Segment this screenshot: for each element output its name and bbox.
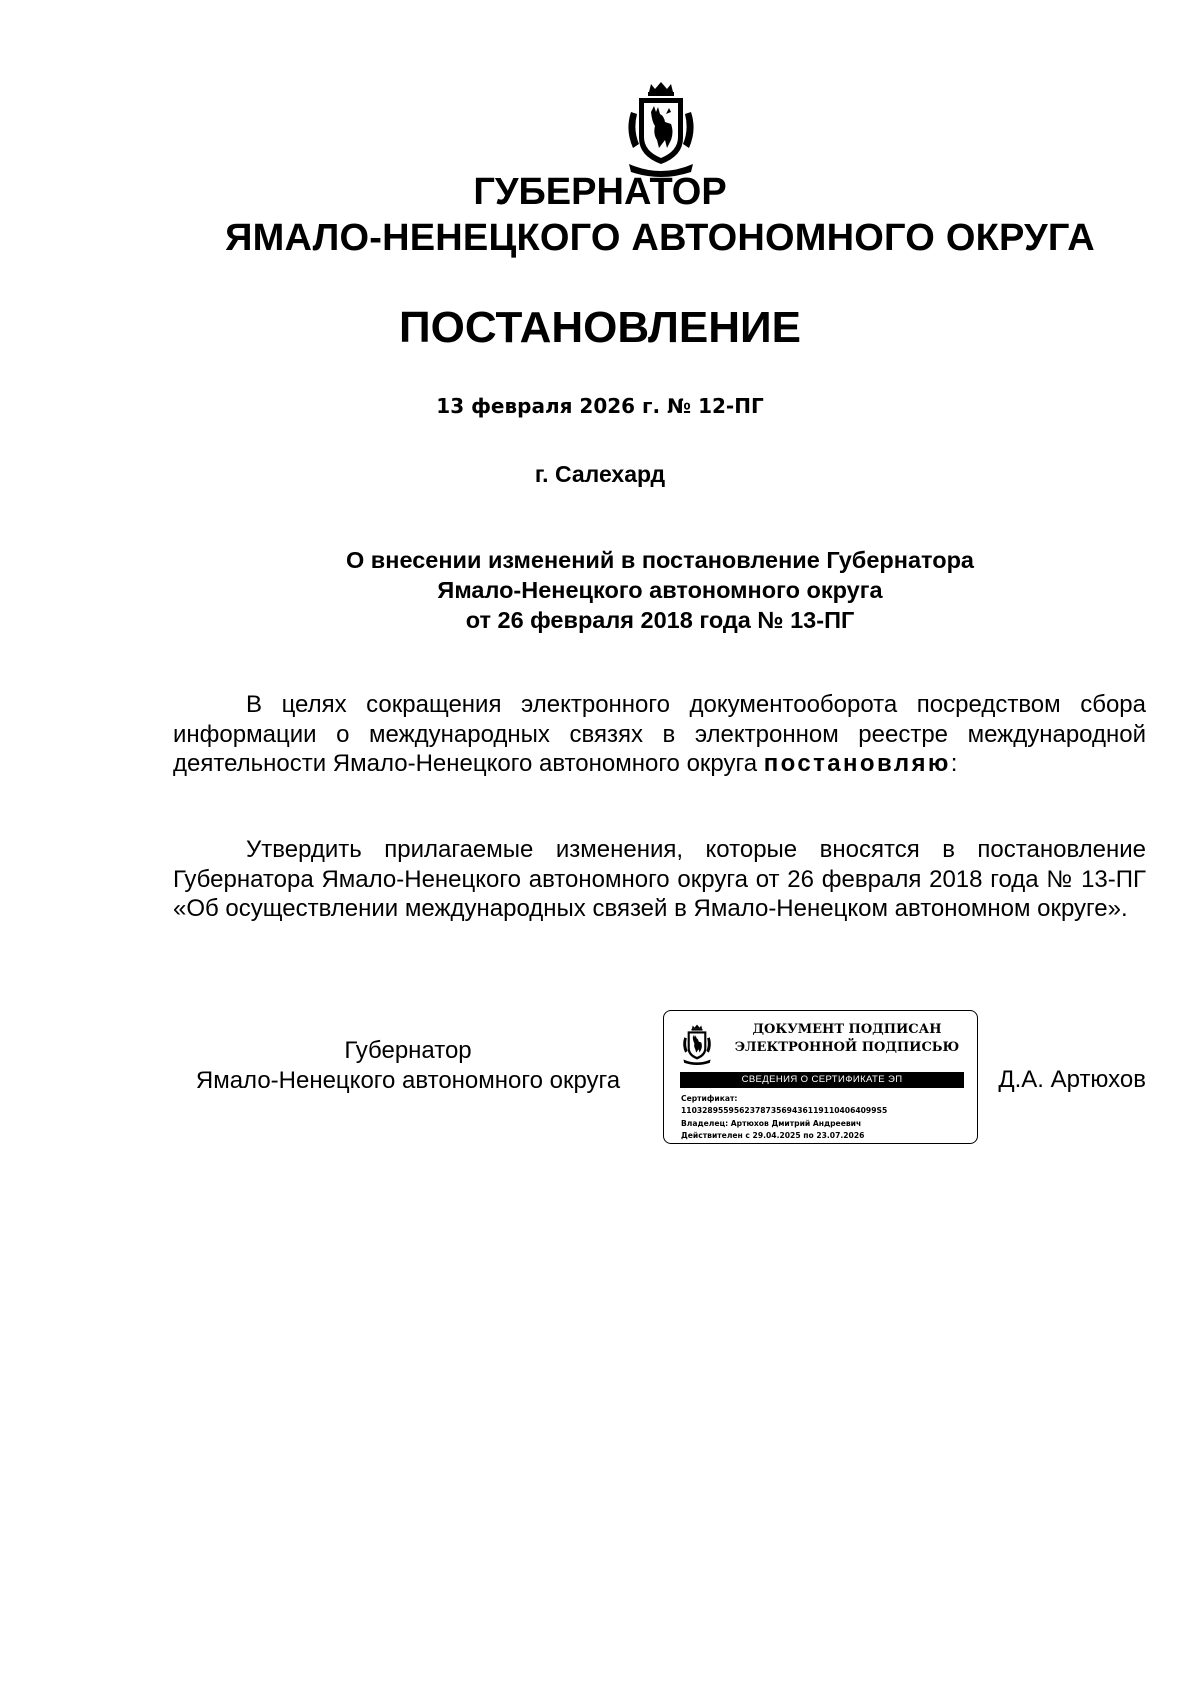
region-title: ЯМАЛО-НЕНЕЦКОГО АВТОНОМНОГО ОКРУГА: [225, 217, 1095, 259]
stamp-heading-line-1: ДОКУМЕНТ ПОДПИСАН: [752, 1022, 942, 1037]
preamble-text: В целях сокращения электронного документооборота посредством сбора информации о международных связях в электронном реестре международной деятельности Ямало-Ненецкого автономного округа: [173, 691, 1146, 777]
certificate-owner: Владелец: Артюхов Дмитрий Андреевич: [681, 1118, 862, 1128]
document-type-heading: ПОСТАНОВЛЕНИЕ: [398, 303, 802, 352]
coat-of-arms-icon: [621, 82, 701, 178]
electronic-signature-stamp: [663, 1010, 978, 1144]
signatory-name: Д.А. Артюхов: [998, 1066, 1146, 1093]
certificate-number: 1103289559562378735694361191104064099S5: [681, 1106, 888, 1116]
certificate-label: Сертификат:: [681, 1094, 738, 1103]
signatory-title: [173, 1036, 643, 1095]
decision-paragraph: Утвердить прилагаемые изменения, которые вносятся в постановление Губернатора Ямало-Ненецкого автономного округа от 26 февраля 2018 года № 13-ПГ «Об осуществлении международных связей в Ямало-Ненецком автономном округе».: [173, 836, 1146, 922]
resolve-word: постановляю: [763, 750, 951, 777]
stamp-heading-line-2: ЭЛЕКТРОННОЙ ПОДПИСЬЮ: [734, 1040, 960, 1055]
governor-title: ГУБЕРНАТОР: [473, 171, 727, 213]
stamp-heading: [728, 1021, 966, 1057]
preamble-paragraph: [173, 690, 1146, 779]
signatory-title-line-1: Губернатор: [344, 1037, 472, 1064]
document-subject: [250, 545, 1070, 635]
subject-line-2: Ямало-Ненецкого автономного округа: [437, 577, 883, 603]
signatory-title-line-2: Ямало-Ненецкого автономного округа: [195, 1066, 621, 1094]
subject-line-1: О внесении изменений в постановление Губернатора: [346, 547, 974, 573]
certificate-validity: Действителен с 29.04.2025 по 23.07.2026: [681, 1130, 865, 1140]
preamble-colon: :: [950, 750, 958, 777]
certificate-details: [681, 1093, 971, 1142]
coat-of-arms-icon: [680, 1021, 714, 1069]
city: г. Салехард: [534, 461, 666, 487]
certificate-info-bar: СВЕДЕНИЯ О СЕРТИФИКАТЕ ЭП: [680, 1072, 964, 1088]
date-and-number: 13 февраля 2026 г. № 12-ПГ: [436, 394, 764, 418]
subject-line-3: от 26 февраля 2018 года № 13-ПГ: [465, 607, 855, 633]
